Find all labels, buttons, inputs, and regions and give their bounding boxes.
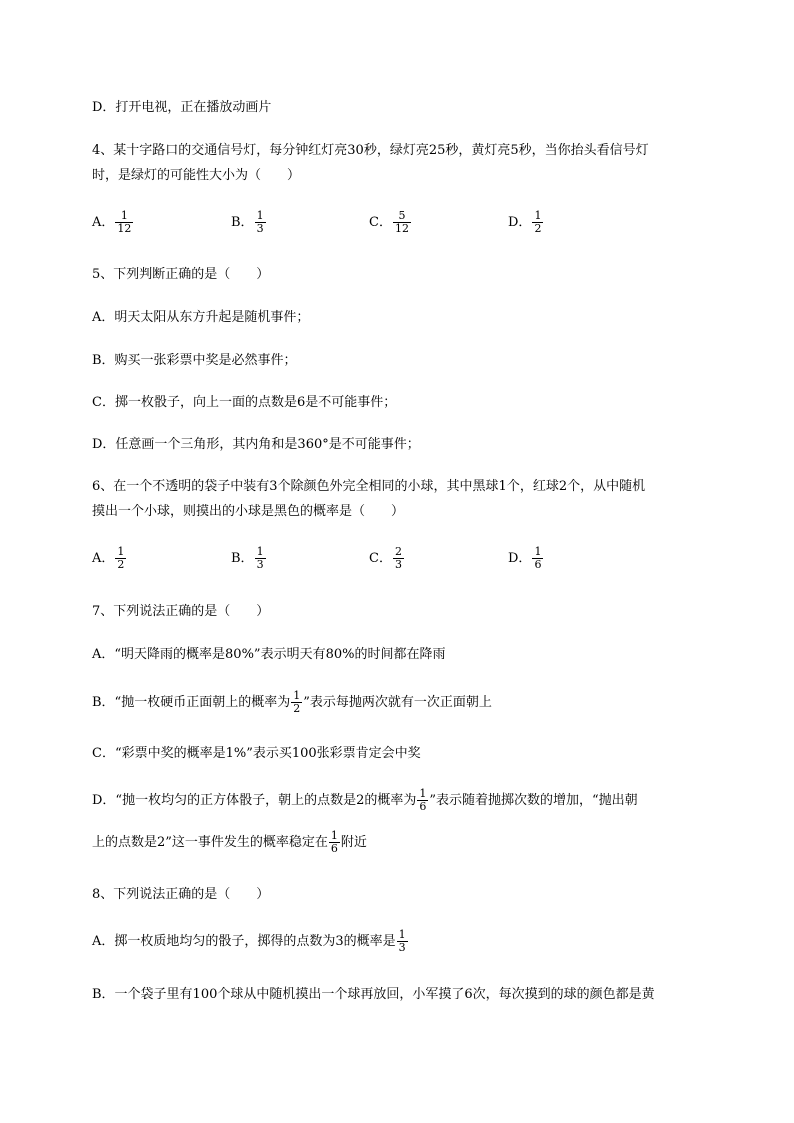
- q5-option-c: C．掷一枚骰子，向上一面的点数是6是不可能事件；: [92, 395, 397, 410]
- q4-option-b: [231, 210, 267, 235]
- q8-option-b: B．一个袋子里有100个球从中随机摸出一个球再放回，小军摸了6次，每次摸到的球的颜色都是黄: [92, 987, 655, 1002]
- q3-option-d: D．打开电视，正在播放动画片: [92, 100, 272, 115]
- fraction: [115, 210, 133, 235]
- q6-stem-line2: 摸出一个小球，则摸出的小球是黑色的概率是（ ）: [92, 504, 405, 519]
- text-segment: D．“抛一枚均匀的正方体骰子，朝上的点数是2的概率为: [92, 792, 417, 808]
- denominator: 6: [419, 800, 427, 813]
- fraction: [397, 929, 408, 954]
- numerator: 1: [534, 209, 542, 222]
- option-label: B．: [231, 550, 254, 566]
- q6-option-a: [92, 546, 127, 571]
- numerator: 1: [398, 928, 406, 941]
- option-label: B．: [231, 214, 254, 230]
- q7-option-c: C．“彩票中奖的概率是1%”表示买100张彩票肯定会中奖: [92, 746, 421, 761]
- numerator: 2: [394, 545, 402, 558]
- q5-option-d: D．任意画一个三角形，其内角和是360°是不可能事件；: [92, 437, 420, 452]
- numerator: 1: [115, 210, 133, 223]
- fraction: [532, 546, 543, 571]
- q6-option-c: [369, 546, 405, 571]
- q6-stem-line1: 6、在一个不透明的袋子中装有3个除颜色外完全相同的小球，其中黑球1个，红球2个，从中随机: [92, 479, 646, 494]
- q8-option-a: [92, 929, 409, 954]
- q4-stem-line2: 时，是绿灯的可能性大小为（ ）: [92, 168, 301, 183]
- text-segment: B．“抛一枚硬币正面朝上的概率为: [92, 694, 291, 710]
- option-label: D．: [508, 214, 532, 230]
- numerator: 5: [393, 210, 411, 223]
- q6-option-b: [231, 546, 267, 571]
- denominator: 3: [256, 222, 264, 235]
- q5-option-a: A．明天太阳从东方升起是随机事件；: [92, 310, 310, 325]
- denominator: 3: [398, 941, 406, 954]
- q6-option-d: [508, 546, 544, 571]
- fraction: [255, 546, 266, 571]
- q5-stem: 5、下列判断正确的是（ ）: [92, 267, 270, 282]
- numerator: 1: [117, 545, 125, 558]
- q4-option-d: [508, 210, 544, 235]
- denominator: 2: [293, 702, 301, 715]
- fraction: [417, 788, 428, 813]
- numerator: 1: [293, 689, 301, 702]
- text-segment: 附近: [340, 834, 367, 850]
- denominator: 12: [117, 222, 132, 235]
- text-segment: ”表示每抛两次就有一次正面朝上: [303, 694, 492, 710]
- numerator: 1: [256, 209, 264, 222]
- fraction: [329, 830, 340, 855]
- q4-stem-line1: 4、某十字路口的交通信号灯，每分钟红灯亮30秒，绿灯亮25秒，黄灯亮5秒，当你抬头看信号灯: [92, 143, 649, 158]
- option-label: A．: [92, 550, 115, 566]
- numerator: 1: [330, 829, 338, 842]
- denominator: 2: [534, 222, 542, 235]
- fraction: [255, 210, 266, 235]
- fraction: [393, 546, 404, 571]
- q5-option-b: B．购买一张彩票中奖是必然事件；: [92, 353, 297, 368]
- q8-stem: 8、下列说法正确的是（ ）: [92, 887, 270, 902]
- q4-option-c: [369, 210, 412, 235]
- fraction: [393, 210, 411, 235]
- option-label: C．: [369, 214, 392, 230]
- q7-option-b: [92, 690, 492, 715]
- fraction: [115, 546, 126, 571]
- text-segment: A．掷一枚质地均匀的骰子，掷得的点数为3的概率是: [92, 933, 396, 949]
- numerator: 1: [419, 787, 427, 800]
- text-segment: ”表示随着抛掷次数的增加，“抛出朝: [429, 792, 638, 808]
- q7-option-a: A．“明天降雨的概率是80%”表示明天有80%的时间都在降雨: [92, 647, 446, 662]
- denominator: 6: [534, 558, 542, 571]
- text-segment: 上的点数是2”这一事件发生的概率稳定在: [92, 834, 328, 850]
- option-label: D．: [508, 550, 532, 566]
- denominator: 3: [394, 558, 402, 571]
- fraction: [291, 690, 302, 715]
- q7-option-d-line2: [92, 830, 367, 855]
- denominator: 6: [330, 842, 338, 855]
- denominator: 2: [117, 558, 125, 571]
- option-label: A．: [92, 214, 115, 230]
- denominator: 3: [256, 558, 264, 571]
- q4-option-a: [92, 210, 134, 235]
- denominator: 12: [394, 222, 409, 235]
- fraction: [532, 210, 543, 235]
- q7-stem: 7、下列说法正确的是（ ）: [92, 604, 270, 619]
- numerator: 1: [534, 545, 542, 558]
- option-label: C．: [369, 550, 392, 566]
- q7-option-d-line1: [92, 788, 638, 813]
- numerator: 1: [256, 545, 264, 558]
